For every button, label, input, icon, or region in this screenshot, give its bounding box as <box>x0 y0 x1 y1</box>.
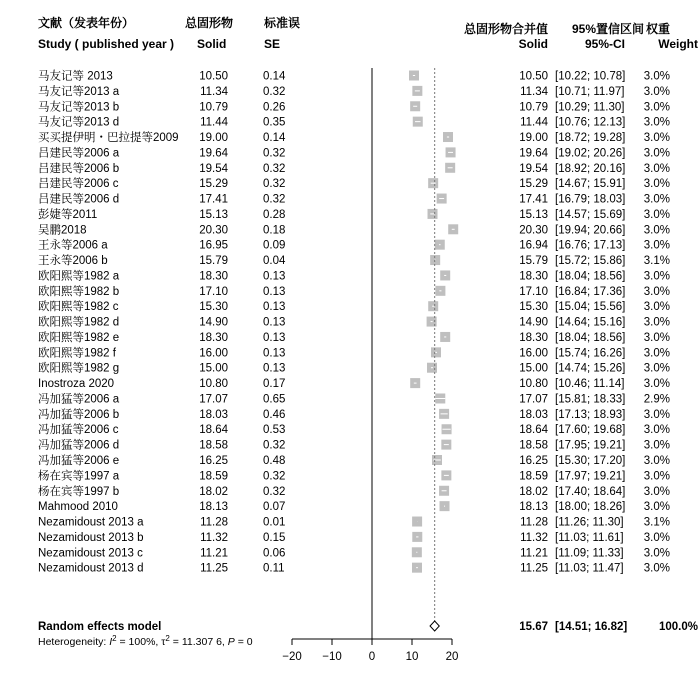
study-weight: 3.0% <box>643 116 670 129</box>
study-weight: 3.0% <box>643 270 670 283</box>
study-solid: 15.30 <box>199 301 228 314</box>
study-se: 0.26 <box>263 101 286 114</box>
study-ci: [14.57; 15.69] <box>555 208 626 221</box>
x-tick-label: −10 <box>322 651 342 663</box>
p-value: = 0 <box>234 636 253 648</box>
study-weight: 3.0% <box>643 85 670 98</box>
study-se: 0.06 <box>263 547 286 560</box>
study-weight: 3.0% <box>643 424 670 437</box>
study-ci: [15.04; 15.56] <box>555 301 626 314</box>
study-ci: [17.95; 19.21] <box>555 439 626 452</box>
study-estimate: 18.13 <box>519 501 548 514</box>
study-estimate: 16.25 <box>519 455 548 467</box>
tau-exp: 2 <box>165 634 170 643</box>
study-se: 0.13 <box>263 301 286 314</box>
study-name: 彭婕等2011 <box>38 208 98 221</box>
study-estimate: 10.79 <box>519 101 548 114</box>
study-name: 吕建民等2006 a <box>38 147 120 160</box>
study-ci: [11.03; 11.61] <box>555 531 624 544</box>
study-ci: [18.72; 19.28] <box>555 132 626 145</box>
study-estimate: 19.00 <box>519 132 548 145</box>
study-weight: 3.0% <box>643 301 670 314</box>
study-name: 马友记等 2013 <box>38 70 113 83</box>
study-name: 马友记等2013 b <box>38 101 120 114</box>
i2-exp: 2 <box>112 634 117 643</box>
study-ci: [16.84; 17.36] <box>555 285 626 298</box>
study-solid: 11.32 <box>200 531 228 544</box>
study-solid: 11.28 <box>200 516 228 529</box>
study-weight: 3.0% <box>643 439 670 452</box>
se-header-en: SE <box>264 37 281 51</box>
study-ci: [15.74; 16.26] <box>555 347 626 360</box>
study-se: 0.13 <box>263 285 286 298</box>
study-se: 0.32 <box>263 439 286 452</box>
study-se: 0.01 <box>263 516 286 529</box>
ci-header-en: 95%-CI <box>585 37 626 51</box>
study-name: 冯加猛等2006 e <box>38 455 120 467</box>
study-name: 冯加猛等2006 c <box>38 424 119 437</box>
study-solid: 15.13 <box>199 208 228 221</box>
study-se: 0.13 <box>263 316 286 329</box>
study-se: 0.53 <box>263 424 286 437</box>
study-solid: 10.50 <box>199 70 228 83</box>
study-ci: [15.30; 17.20] <box>555 455 626 467</box>
study-se: 0.32 <box>263 147 286 160</box>
study-ci: [10.71; 11.97] <box>555 85 625 98</box>
study-estimate: 19.64 <box>519 147 548 160</box>
study-name: 吕建民等2006 c <box>38 178 119 191</box>
p-symbol: P <box>227 636 235 648</box>
heterogeneity-prefix: Heterogeneity: <box>38 636 110 648</box>
study-weight: 3.0% <box>643 101 670 114</box>
study-weight: 3.0% <box>643 224 670 237</box>
study-solid: 15.29 <box>199 178 228 191</box>
study-ci: [16.76; 17.13] <box>555 239 626 252</box>
study-weight: 3.0% <box>643 70 670 83</box>
study-estimate: 18.58 <box>519 439 548 452</box>
study-estimate: 18.02 <box>519 485 548 498</box>
study-estimate: 18.03 <box>519 408 548 421</box>
study-ci: [10.29; 11.30] <box>555 101 625 114</box>
x-axis <box>282 639 458 663</box>
study-se: 0.18 <box>263 224 286 237</box>
study-weight: 3.0% <box>643 347 670 360</box>
study-se: 0.32 <box>263 85 286 98</box>
tau-value: = 11.307 6, <box>169 636 228 648</box>
study-name: 王永等2006 a <box>38 239 108 252</box>
study-se: 0.46 <box>263 408 286 421</box>
study-name: 吕建民等2006 d <box>38 193 120 206</box>
study-estimate: 15.79 <box>519 255 548 268</box>
study-solid: 17.07 <box>199 393 228 406</box>
study-estimate: 15.29 <box>519 178 548 191</box>
study-estimate: 18.59 <box>519 470 548 483</box>
study-solid: 19.54 <box>199 162 228 175</box>
study-estimate: 10.80 <box>519 378 548 391</box>
study-ci: [19.02; 20.26] <box>555 147 626 160</box>
study-se: 0.32 <box>263 470 286 483</box>
study-weight: 3.0% <box>643 531 670 544</box>
study-ci: [10.22; 10.78] <box>555 70 626 83</box>
study-solid: 18.03 <box>199 408 228 421</box>
study-name: Nezamidoust 2013 b <box>38 531 144 544</box>
x-tick-label: 0 <box>368 651 376 663</box>
study-ci: [16.79; 18.03] <box>555 193 626 206</box>
study-name: 买买提伊明・巴拉提等2009 <box>38 132 179 145</box>
study-estimate: 11.44 <box>520 116 548 129</box>
study-se: 0.11 <box>263 562 285 575</box>
study-solid: 18.64 <box>199 424 228 437</box>
study-estimate: 17.41 <box>519 193 548 206</box>
study-ci: [17.60; 19.68] <box>555 424 626 437</box>
study-ci: [11.26; 11.30] <box>555 516 624 529</box>
study-solid: 18.02 <box>199 485 228 498</box>
solid-header-en: Solid <box>197 37 227 51</box>
study-name: 欧阳熙等1982 b <box>38 285 120 298</box>
study-estimate: 11.21 <box>520 547 548 560</box>
study-solid: 15.79 <box>199 255 228 268</box>
study-se: 0.28 <box>263 208 286 221</box>
study-name: 欧阳熙等1982 e <box>38 331 120 344</box>
study-name: Nezamidoust 2013 d <box>38 562 144 575</box>
study-se: 0.35 <box>263 116 286 129</box>
study-name: 吕建民等2006 b <box>38 162 120 175</box>
study-estimate: 16.94 <box>519 239 548 252</box>
study-name: 欧阳熙等1982 c <box>38 301 119 314</box>
study-se: 0.32 <box>263 193 286 206</box>
study-se: 0.04 <box>263 255 286 268</box>
study-ci: [10.76; 12.13] <box>555 116 626 129</box>
pooled-header-en: Solid <box>518 37 548 51</box>
study-ci: [18.00; 18.26] <box>555 501 626 514</box>
study-se: 0.13 <box>263 362 286 375</box>
summary-weight: 100.0% <box>658 621 698 633</box>
weight-header-en: Weight <box>658 37 698 51</box>
study-solid: 16.25 <box>199 455 228 467</box>
study-weight: 3.0% <box>643 378 670 391</box>
study-ci: [10.46; 11.14] <box>555 378 625 391</box>
study-se: 0.32 <box>263 485 286 498</box>
study-solid: 17.41 <box>199 193 228 206</box>
study-weight: 3.0% <box>643 132 670 145</box>
study-se: 0.14 <box>263 70 286 83</box>
study-ci: [17.40; 18.64] <box>555 485 626 498</box>
study-se: 0.32 <box>263 178 286 191</box>
weight-header-cn: 权重 <box>645 22 670 36</box>
tau-symbol: τ <box>161 636 166 648</box>
study-ci: [15.81; 18.33] <box>555 393 626 406</box>
study-weight: 3.0% <box>643 562 670 575</box>
study-rows <box>38 69 670 575</box>
study-weight: 3.0% <box>643 162 670 175</box>
study-estimate: 18.64 <box>519 424 548 437</box>
study-name: 马友记等2013 d <box>38 116 120 129</box>
study-name: 马友记等2013 a <box>38 85 120 98</box>
study-name: 欧阳熙等1982 d <box>38 316 120 329</box>
study-solid: 17.10 <box>199 285 228 298</box>
study-solid: 10.80 <box>199 378 228 391</box>
study-name: 欧阳熙等1982 f <box>38 347 116 360</box>
study-estimate: 19.54 <box>519 162 548 175</box>
study-ci: [14.67; 15.91] <box>555 178 626 191</box>
study-solid: 10.79 <box>199 101 228 114</box>
summary-label: Random effects model <box>38 621 162 633</box>
study-se: 0.32 <box>263 162 286 175</box>
study-solid: 18.30 <box>199 270 228 283</box>
study-ci: [18.04; 18.56] <box>555 331 626 344</box>
study-marks <box>409 71 458 573</box>
study-weight: 3.0% <box>643 285 670 298</box>
study-weight: 3.0% <box>643 501 670 514</box>
study-estimate: 10.50 <box>519 70 548 83</box>
study-solid: 11.25 <box>200 562 228 575</box>
study-se: 0.09 <box>263 239 286 252</box>
study-se: 0.14 <box>263 132 286 145</box>
study-weight: 3.1% <box>643 255 670 268</box>
study-ci: [15.72; 15.86] <box>555 255 626 268</box>
study-se: 0.48 <box>263 455 286 467</box>
study-header-en <box>38 37 174 51</box>
study-name: 冯加猛等2006 a <box>38 393 120 406</box>
study-ci: [19.94; 20.66] <box>555 224 626 237</box>
se-header-cn: 标准误 <box>264 16 301 30</box>
summary-estimate: 15.67 <box>519 621 548 633</box>
study-solid: 11.44 <box>200 116 228 129</box>
study-name: Nezamidoust 2013 a <box>38 516 144 529</box>
study-se: 0.07 <box>263 501 286 514</box>
study-weight: 3.0% <box>643 316 670 329</box>
study-estimate: 11.32 <box>520 531 548 544</box>
study-weight: 3.1% <box>643 516 670 529</box>
study-header-cn: 文献（发表年份） <box>38 16 135 30</box>
study-name: Mahmood 2010 <box>38 501 118 514</box>
study-weight: 3.0% <box>643 193 670 206</box>
summary-diamond <box>430 621 439 631</box>
study-ci: [14.74; 15.26] <box>555 362 626 375</box>
study-ci: [17.13; 18.93] <box>555 408 626 421</box>
study-estimate: 16.00 <box>519 347 548 360</box>
study-estimate: 17.07 <box>519 393 548 406</box>
study-name: Inostroza 2020 <box>38 378 115 391</box>
study-estimate: 20.30 <box>519 224 548 237</box>
study-solid: 19.64 <box>199 147 228 160</box>
pooled-header-cn: 总固形物合并值 <box>463 22 548 36</box>
study-estimate: 17.10 <box>519 285 548 298</box>
study-solid: 11.21 <box>200 547 228 560</box>
study-solid: 18.59 <box>199 470 228 483</box>
x-tick-label: 10 <box>405 651 419 663</box>
study-estimate: 15.00 <box>519 362 548 375</box>
study-ci: [17.97; 19.21] <box>555 470 626 483</box>
study-weight: 3.0% <box>643 239 670 252</box>
study-estimate: 18.30 <box>519 331 548 344</box>
study-se: 0.15 <box>263 531 286 544</box>
heterogeneity-text <box>38 634 253 648</box>
study-solid: 18.13 <box>199 501 228 514</box>
study-name: 冯加猛等2006 b <box>38 408 120 421</box>
study-weight: 3.0% <box>643 408 670 421</box>
study-ci: [14.64; 15.16] <box>555 316 626 329</box>
study-estimate: 14.90 <box>519 316 548 329</box>
i2-value: = 100%, <box>116 636 162 648</box>
study-ci: [11.03; 11.47] <box>555 562 624 575</box>
study-estimate: 11.28 <box>520 516 548 529</box>
i2-symbol: I <box>109 636 113 648</box>
study-solid: 15.00 <box>199 362 228 375</box>
study-weight: 3.0% <box>643 455 670 467</box>
study-estimate: 15.30 <box>519 301 548 314</box>
study-estimate: 11.34 <box>520 85 548 98</box>
study-se: 0.13 <box>263 331 286 344</box>
x-tick-label: 20 <box>445 651 459 663</box>
study-weight: 3.0% <box>643 178 670 191</box>
solid-header-cn: 总固形物 <box>184 16 234 30</box>
study-weight: 3.0% <box>643 362 670 375</box>
study-estimate: 11.25 <box>520 562 548 575</box>
summary-ci: [14.51; 16.82] <box>555 621 628 633</box>
study-solid: 16.95 <box>199 239 228 252</box>
study-ci: [11.09; 11.33] <box>555 547 624 560</box>
study-header-en-text: Study ( published year ) <box>38 37 175 51</box>
study-se: 0.13 <box>263 270 286 283</box>
study-ci: [18.04; 18.56] <box>555 270 626 283</box>
x-tick-label: −20 <box>282 651 302 663</box>
study-solid: 18.30 <box>199 331 228 344</box>
study-name: 杨在宾等1997 b <box>38 485 120 498</box>
study-solid: 18.58 <box>199 439 228 452</box>
study-solid: 16.00 <box>199 347 228 360</box>
study-weight: 3.0% <box>643 470 670 483</box>
study-se: 0.65 <box>263 393 286 406</box>
study-se: 0.17 <box>263 378 286 391</box>
study-name: 杨在宾等1997 a <box>38 470 120 483</box>
study-weight: 3.0% <box>643 485 670 498</box>
study-name: 冯加猛等2006 d <box>38 439 120 452</box>
study-weight: 2.9% <box>643 393 670 406</box>
study-name: 欧阳熙等1982 a <box>38 270 120 283</box>
study-estimate: 18.30 <box>519 270 548 283</box>
study-weight: 3.0% <box>643 147 670 160</box>
study-weight: 3.0% <box>643 331 670 344</box>
study-solid: 19.00 <box>199 132 228 145</box>
study-se: 0.13 <box>263 347 286 360</box>
study-weight: 3.0% <box>643 547 670 560</box>
study-name: Nezamidoust 2013 c <box>38 547 143 560</box>
study-name: 王永等2006 b <box>38 255 108 268</box>
study-ci: [18.92; 20.16] <box>555 162 626 175</box>
ci-header-cn: 95%置信区间 <box>572 22 645 36</box>
study-solid: 20.30 <box>199 224 228 237</box>
study-solid: 14.90 <box>199 316 228 329</box>
study-name: 欧阳熙等1982 g <box>38 362 120 375</box>
study-estimate: 15.13 <box>519 208 548 221</box>
study-solid: 11.34 <box>200 85 228 98</box>
study-name: 吴鹏2018 <box>38 224 87 237</box>
study-weight: 3.0% <box>643 208 670 221</box>
